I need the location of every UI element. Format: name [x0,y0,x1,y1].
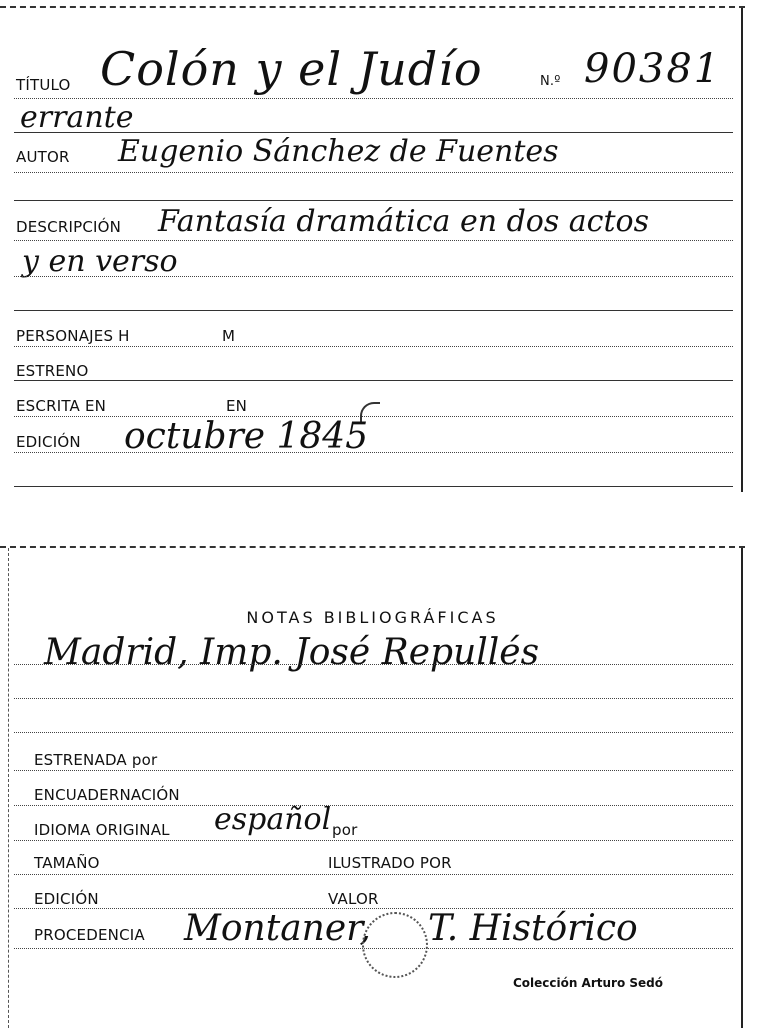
procedencia-rule [14,948,733,949]
procedencia-value: Montaner, [184,908,371,949]
notas-rule-1 [14,664,733,665]
numero-value: 90381 [584,46,722,92]
estrenada-label: ESTRENADA por [34,751,158,769]
descripcion-value: Fantasía dramática en dos actos [158,204,649,239]
descripcion-rule-3 [14,310,733,311]
edicion-value: octubre 1845 [124,416,369,457]
titulo-label: TÍTULO [16,76,71,94]
idioma-rule [14,840,733,841]
library-stamp [362,912,428,978]
autor-rule-2 [14,200,733,201]
titulo-value-continued: errante [20,100,134,135]
valor-label: VALOR [328,890,379,908]
notas-rule-2 [14,698,733,699]
personajes-m-label: M [222,327,236,345]
autor-rule [14,172,733,173]
notas-value: Madrid, Imp. José Repullés [44,632,540,673]
edicion-label: EDICIÓN [16,433,81,451]
front-bottom-rule [14,486,733,487]
catalog-card-back [0,540,745,1028]
estrenada-rule [14,770,733,771]
numero-label: N.º [540,74,561,89]
idioma-por-label: por [332,821,358,839]
notas-heading: NOTAS BIBLIOGRÁFICAS [246,608,499,627]
escrita-label: ESCRITA EN [16,397,107,415]
card-top-edge [0,6,745,8]
card-right-edge [741,8,743,492]
idioma-label: IDIOMA ORIGINAL [34,821,170,839]
idioma-value: español [214,802,332,837]
escrita-en-label: EN [226,397,248,415]
titulo-value: Colón y el Judío [100,42,483,96]
collection-credit: Colección Arturo Sedó [512,976,663,990]
notas-rule-3 [14,732,733,733]
descripcion-rule-1 [14,240,733,241]
descripcion-value-continued: y en verso [22,244,178,279]
procedencia-value-continued: T. Histórico [428,908,638,949]
titulo-rule-1 [14,98,733,99]
ilustrado-label: ILUSTRADO POR [328,854,452,872]
personajes-rule [14,346,733,347]
edicion-rule [14,452,733,453]
back-edicion-label: EDICIÓN [34,890,99,908]
procedencia-label: PROCEDENCIA [34,926,145,944]
encuadernacion-rule [14,805,733,806]
descripcion-label: DESCRIPCIÓN [16,218,122,236]
card-top-edge [0,546,745,548]
descripcion-rule-2 [14,276,733,277]
autor-value: Eugenio Sánchez de Fuentes [118,134,559,169]
tamano-label: TAMAÑO [34,854,100,872]
estreno-rule [14,380,733,381]
autor-label: AUTOR [16,148,70,166]
estreno-label: ESTRENO [16,362,89,380]
titulo-rule-2 [14,132,733,133]
encuadernacion-label: ENCUADERNACIÓN [34,786,180,804]
personajes-label: PERSONAJES H [16,327,130,345]
tamano-rule [14,874,733,875]
catalog-card-front [0,0,745,492]
